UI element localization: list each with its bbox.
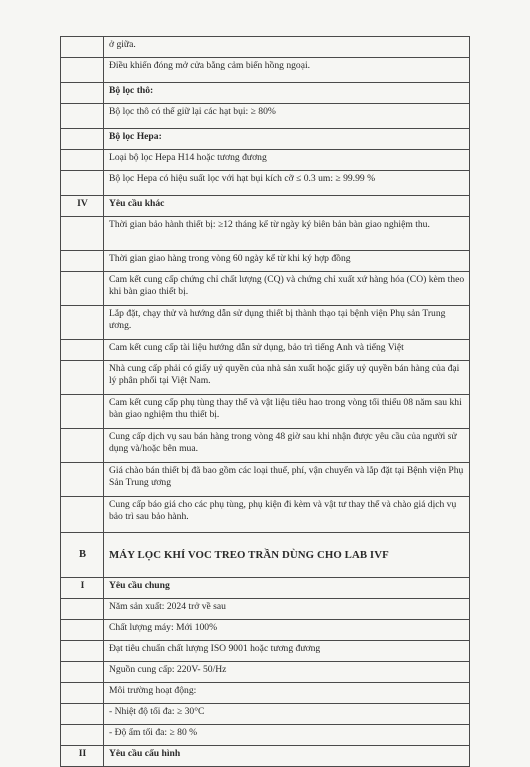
- row-text-cell: Cam kết cung cấp tài liệu hướng dẫn sử dụng, bảo trì tiếng Anh và tiếng Việt: [104, 340, 470, 361]
- row-text-cell: Chất lượng máy: Mới 100%: [104, 620, 470, 641]
- row-text-cell: Năm sản xuất: 2024 trở về sau: [104, 599, 470, 620]
- section-header-row: [61, 129, 470, 150]
- specification-table: [60, 36, 470, 767]
- table-row: [61, 641, 470, 662]
- row-number-cell: [61, 429, 104, 463]
- row-number-cell: [61, 395, 104, 429]
- row-number-cell: [61, 37, 104, 58]
- table-row: [61, 620, 470, 641]
- row-number-cell: [61, 58, 104, 83]
- row-number-cell: [61, 497, 104, 533]
- row-text-cell: Bộ lọc Hepa có hiệu suất lọc với hạt bụi kích cỡ ≤ 0.3 um: ≥ 99.99 %: [104, 171, 470, 196]
- row-text-cell: Nhà cung cấp phải có giấy uỷ quyền của nhà sản xuất hoặc giấy uỷ quyền bán hàng của đại lý phân phối tại Việt Nam.: [104, 361, 470, 395]
- table-row: [61, 217, 470, 251]
- row-text-cell: Yêu cầu khác: [104, 196, 470, 217]
- specification-table-body: [61, 37, 470, 767]
- table-row: [61, 683, 470, 704]
- row-text-cell: Môi trường hoạt động:: [104, 683, 470, 704]
- table-row: [61, 599, 470, 620]
- table-row: [61, 725, 470, 746]
- row-number-cell: [61, 171, 104, 196]
- table-row: [61, 306, 470, 340]
- section-header-row: [61, 746, 470, 767]
- table-row: [61, 662, 470, 683]
- row-number-cell: [61, 361, 104, 395]
- row-text-cell: Nguồn cung cấp: 220V- 50/Hz: [104, 662, 470, 683]
- row-text-cell: Thời gian bảo hành thiết bị: ≥12 tháng kể từ ngày ký biên bản bàn giao nghiệm thu.: [104, 217, 470, 251]
- table-row: [61, 395, 470, 429]
- section-header-row: [61, 578, 470, 599]
- row-number-cell: [61, 725, 104, 746]
- row-number-cell: [61, 641, 104, 662]
- row-number-cell: [61, 129, 104, 150]
- row-number-cell: [61, 463, 104, 497]
- row-number-cell: [61, 620, 104, 641]
- row-number-cell: [61, 217, 104, 251]
- row-text-cell: Cam kết cung cấp phụ tùng thay thế và vật liệu tiêu hao trong vòng tối thiểu 08 năm sau khi bàn giao nghiệm thu thiết bị.: [104, 395, 470, 429]
- row-text-cell: Điều khiển đóng mở cửa bằng cảm biến hồng ngoại.: [104, 58, 470, 83]
- row-text-cell: Cung cấp báo giá cho các phụ tùng, phụ kiện đi kèm và vật tư thay thế và chào giá dịch vụ bảo trì sau bảo hành.: [104, 497, 470, 533]
- table-row: [61, 361, 470, 395]
- table-row: [61, 340, 470, 361]
- row-number-cell: [61, 104, 104, 129]
- row-text-cell: - Độ ẩm tối đa: ≥ 80 %: [104, 725, 470, 746]
- row-number-cell: I: [61, 578, 104, 599]
- row-text-cell: Cam kết cung cấp chứng chỉ chất lượng (CQ) và chứng chỉ xuất xứ hàng hóa (CO) kèm theo khi bàn giao thiết bị.: [104, 272, 470, 306]
- table-row: [61, 272, 470, 306]
- table-row: [61, 497, 470, 533]
- row-text-cell: - Nhiệt độ tối đa: ≥ 30°C: [104, 704, 470, 725]
- row-number-cell: [61, 83, 104, 104]
- table-row: [61, 251, 470, 272]
- row-text-cell: Yêu cầu cấu hình: [104, 746, 470, 767]
- row-text-cell: Lắp đặt, chạy thử và hướng dẫn sử dụng thiết bị thành thạo tại bệnh viện Phụ sản Trung ương.: [104, 306, 470, 340]
- table-row: [61, 463, 470, 497]
- row-number-cell: IV: [61, 196, 104, 217]
- row-text-cell: Đạt tiêu chuẩn chất lượng ISO 9001 hoặc tương đương: [104, 641, 470, 662]
- row-number-cell: [61, 150, 104, 171]
- row-text-cell: Yêu cầu chung: [104, 578, 470, 599]
- table-row: [61, 37, 470, 58]
- row-number-cell: [61, 683, 104, 704]
- row-text-cell: Cung cấp dịch vụ sau bán hàng trong vòng 48 giờ sau khi nhận được yêu cầu của người sử dụng và/hoặc bên mua.: [104, 429, 470, 463]
- row-number-cell: [61, 251, 104, 272]
- row-number-cell: [61, 306, 104, 340]
- row-text-cell: Thời gian giao hàng trong vòng 60 ngày kể từ khi ký hợp đồng: [104, 251, 470, 272]
- row-number-cell: II: [61, 746, 104, 767]
- row-text-cell: ở giữa.: [104, 37, 470, 58]
- table-row: [61, 704, 470, 725]
- row-number-cell: [61, 340, 104, 361]
- section-header-row: [61, 83, 470, 104]
- row-text-cell: Bộ lọc thô:: [104, 83, 470, 104]
- row-text-cell: Loại bộ lọc Hepa H14 hoặc tương đương: [104, 150, 470, 171]
- table-row: [61, 429, 470, 463]
- table-row: [61, 171, 470, 196]
- row-text-cell: Bộ lọc thô có thể giữ lại các hạt bụi: ≥ 80%: [104, 104, 470, 129]
- section-header-row: [61, 196, 470, 217]
- row-number-cell: [61, 272, 104, 306]
- row-text-cell: Giá chào bán thiết bị đã bao gồm các loại thuế, phí, vận chuyển và lắp đặt tại Bệnh viện Phụ Sản Trung ương: [104, 463, 470, 497]
- row-text-cell: Bộ lọc Hepa:: [104, 129, 470, 150]
- row-text-cell: MÁY LỌC KHÍ VOC TREO TRẦN DÙNG CHO LAB IVF: [104, 533, 470, 578]
- row-number-cell: [61, 599, 104, 620]
- table-row: [61, 150, 470, 171]
- row-number-cell: B: [61, 533, 104, 578]
- row-number-cell: [61, 662, 104, 683]
- row-number-cell: [61, 704, 104, 725]
- table-row: [61, 58, 470, 83]
- section-title-row: [61, 533, 470, 578]
- table-row: [61, 104, 470, 129]
